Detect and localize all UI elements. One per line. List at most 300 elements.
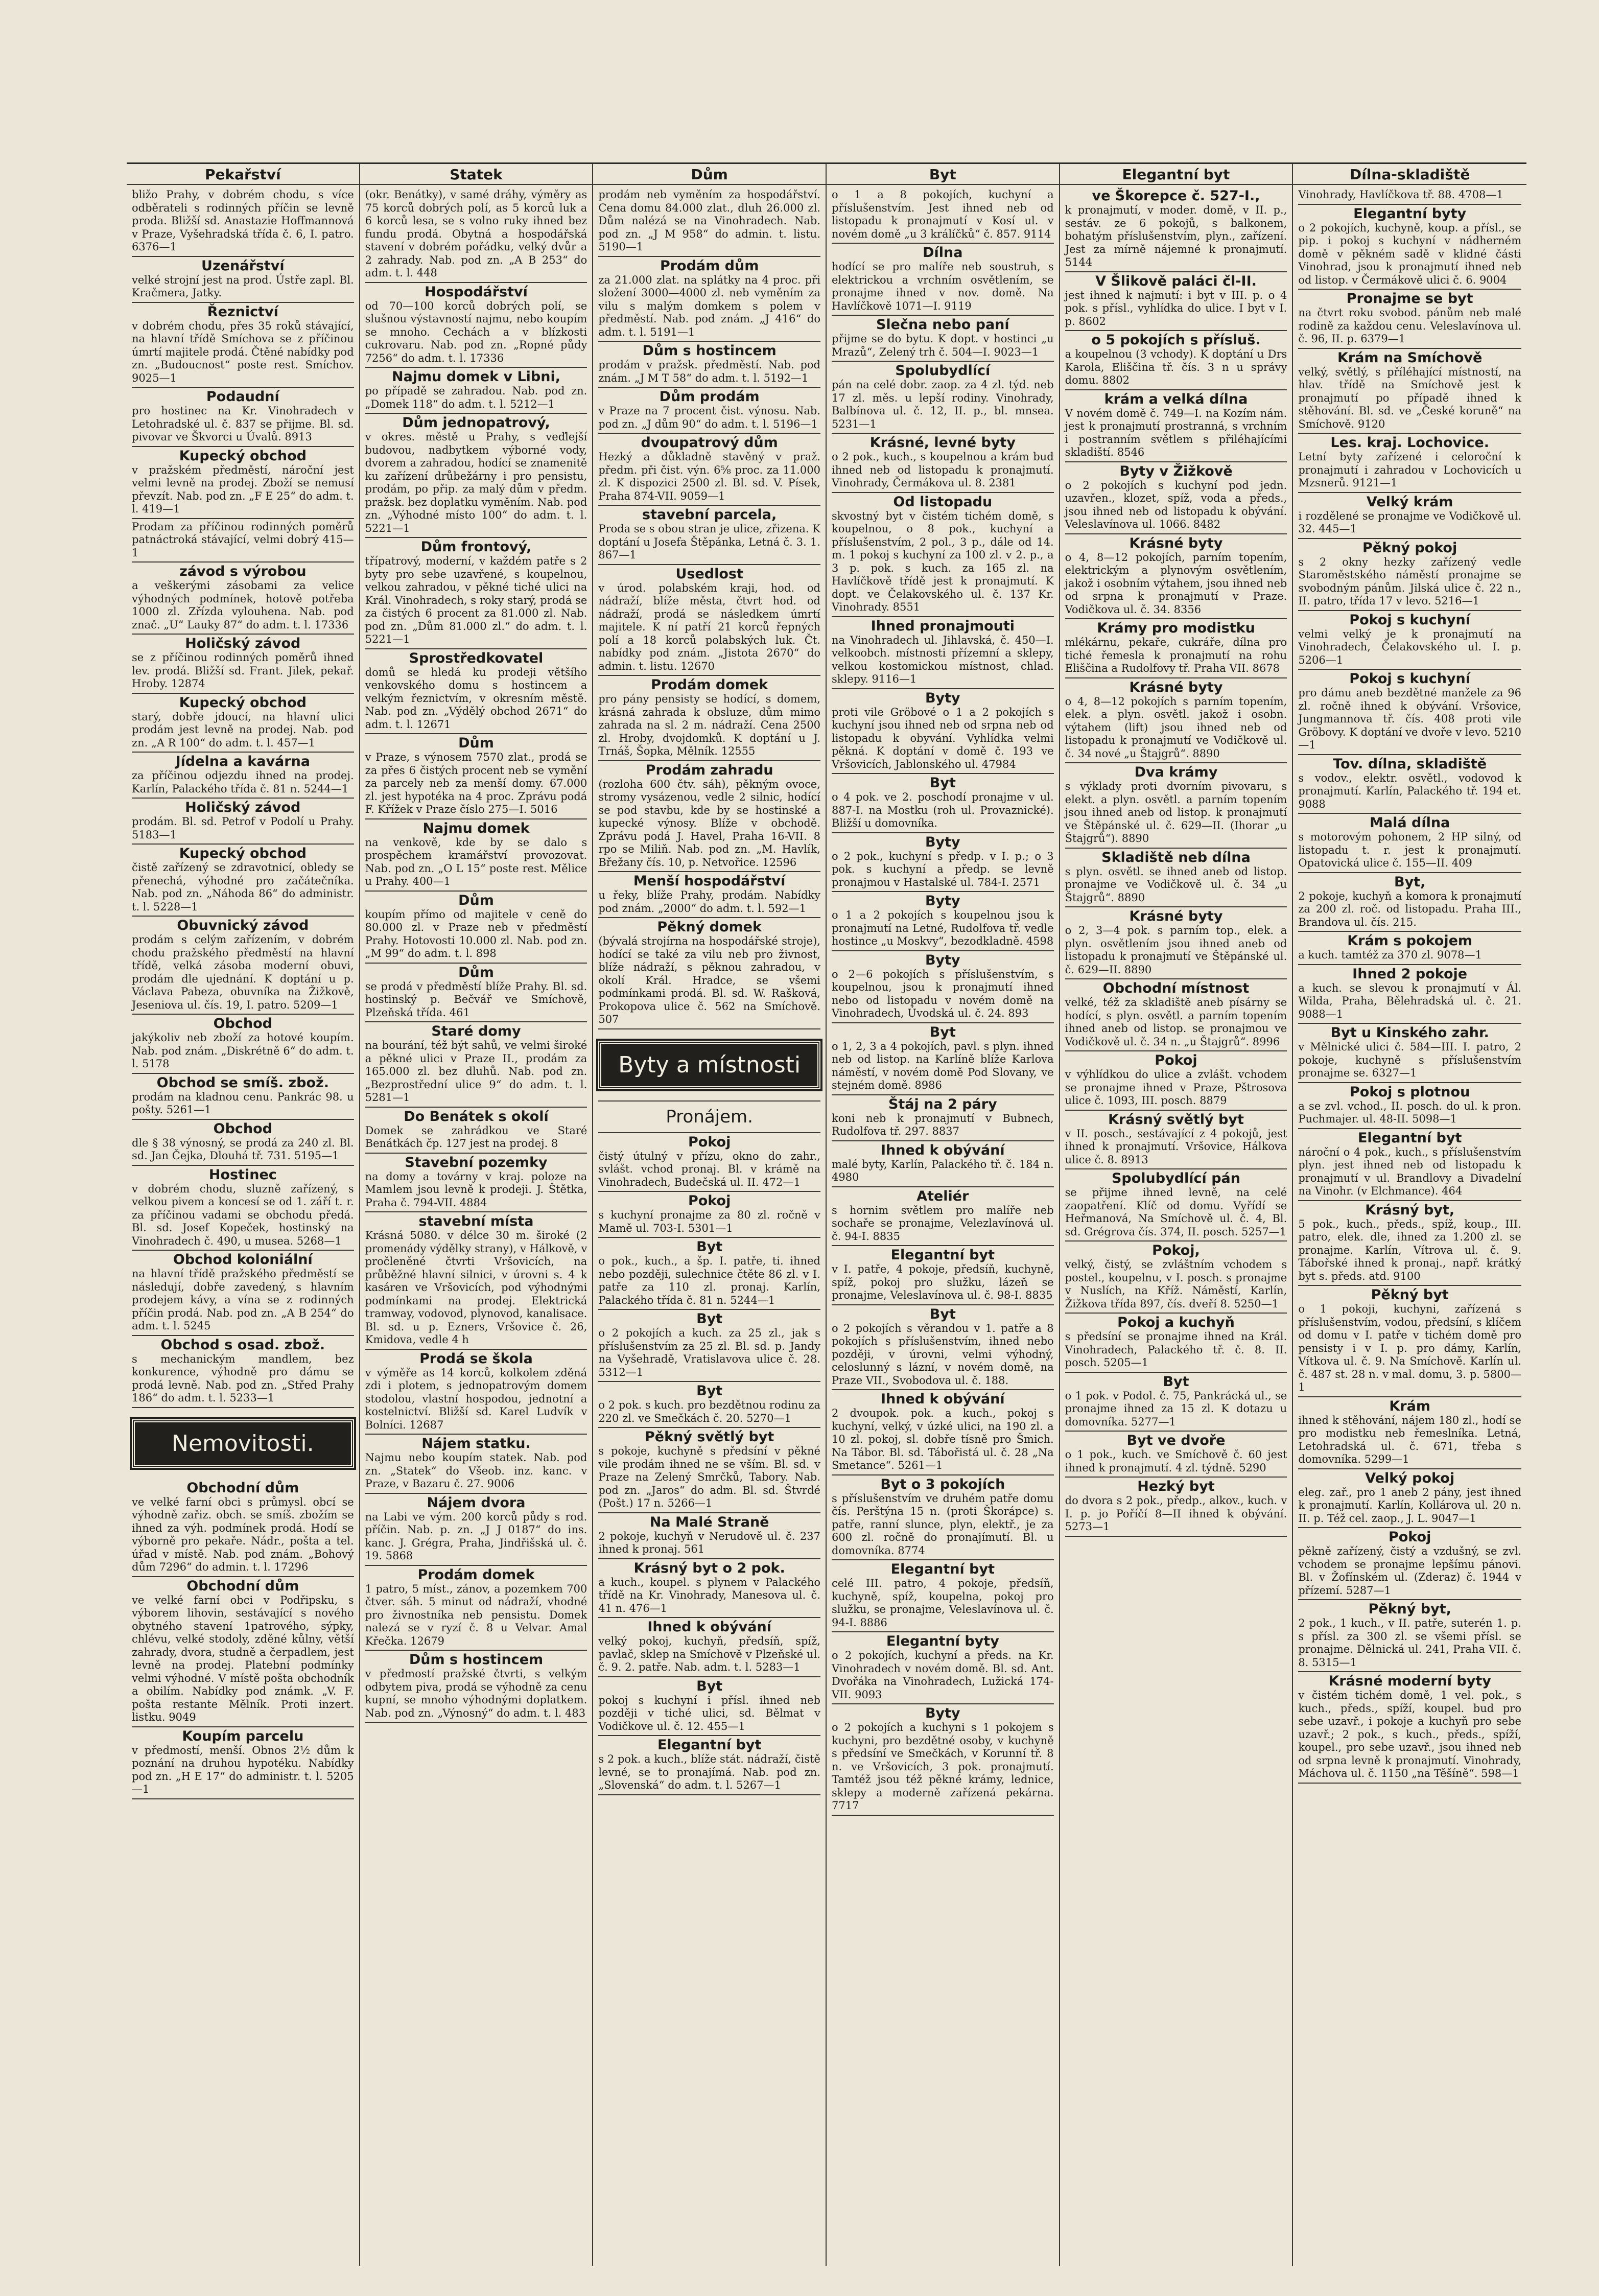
ad-text: o 2 pokojích s kuchyní pod jedn. uzavřen., klozet, spíž, voda a předs., jsou ihned neb od listopadu k obývání. Veleslavínova ul. 1066. 8482 [1065, 479, 1287, 530]
ad-heading: Uzenářství [201, 257, 285, 274]
ad-text: i rozdělené se pronajme ve Vodičkově ul. 32. 445—1 [1298, 509, 1521, 535]
ad-heading: Dům s hostincem [642, 343, 777, 359]
ad-text: o 2 pokojích, kuchyně, koup. a přísl., se pip. i pokoj s kuchyní v nádherném domě v pěkném sadě v klidné části Vinohrad, jsou k pronajmutí ihned neb od listop. v Čermákově ulici č. 6. 9004 [1298, 221, 1521, 286]
classified-ad [832, 1095, 1054, 1141]
ad-heading: Krásné, levné byty [869, 435, 1016, 451]
ad-text: prodám neb vyměním za hospodářství. Cena domu 84.000 zlat., dluh 26.000 zl. Dům nalézá se na Vinohradech. Nab. pod zn. „J M 958“ do admin. t. listu. 5190—1 [598, 189, 820, 253]
ad-text: o 2 pok., kuch., s koupelnou a krám bud ihned neb od listopadu k pronajmutí. Vinohrady, Čermákova ul. 8. 2381 [831, 451, 1054, 489]
ad-text: u řeky, blíže Prahy, prodám. Nabídky pod znám. „2000“ do adm. t. l. 592—1 [598, 889, 820, 915]
ad-text: s výklady proti dvorním pivovaru, s elekt. a plyn. osvětl. a parním topením jsou ihned aneb od listop. k pronajmutí ve Štěpánské ul. č. 629—II. (Ihorar „u Štajgrů“). 8890 [1065, 780, 1287, 845]
section-banner: Byty a místnosti [598, 1041, 820, 1089]
classified-ad [832, 1305, 1054, 1391]
ad-text: a se zvl. vchod., II. posch. do ul. k pron. Puchmajer. ul. 48-II. 5098—1 [1298, 1099, 1521, 1125]
ad-heading: Elegantní byt [1357, 1130, 1462, 1146]
ad-text: s příslušenstvím ve druhém patře domu čís. Perštýna 15 n. (proti Škorápce) s. patře, ranní slunce, plyn, elektř., je za 600 zl. ročně do pronajímutí. Bl. u domovníka. 8774 [831, 1492, 1054, 1557]
ad-text: o 2, 3—4 pok. s parním top., elek. a plyn. osvětlením jsou ihned aneb od listopadu k pronajmutí ve Štěpánské ul. č. 629—II. 8890 [1065, 924, 1287, 976]
classified-ad [132, 1166, 354, 1251]
classified-ad [832, 362, 1054, 434]
classified-ad [598, 1382, 820, 1428]
ad-text: a kuch., koupel. s plynem v Palackého třídě na Kr. Vinohrady, Manesova ul. č. 41 n. 476—1 [598, 1576, 820, 1614]
classified-ad [832, 833, 1054, 893]
classified-ad [365, 1566, 587, 1651]
classified-ad [832, 1141, 1054, 1187]
classified-ad [598, 434, 820, 506]
ad-text: hodící se pro malíře neb soustruh, s elektrickou a vrchním osvětlením, se pronajme ihned v nov. domě. Na Havlíčkově 1071—I. 9119 [831, 261, 1054, 312]
ad-text: celé III. patro, 4 pokoje, předsíň, kuchyně, spíž, koupelna, pokoj pro služku, se pronajme, Veleslavínova ul. č. 94-I. 8886 [831, 1577, 1054, 1629]
ad-text: o 2—6 pokojích s příslušenstvím, s koupelnou, jsou k pronajmutí ihned nebo od listopadu v novém domě na Vinohradech, Úvodská ul. č. 24. 893 [831, 968, 1054, 1019]
ad-heading: Krásný byt o 2 pok. [633, 1560, 785, 1576]
classified-ad [832, 689, 1054, 775]
classified-ad [832, 951, 1054, 1023]
ad-heading: dvoupatrový dům [641, 435, 778, 451]
classified-ad [365, 1212, 587, 1350]
ad-heading: Krám [1389, 1398, 1430, 1414]
classified-ad [598, 676, 820, 761]
ad-heading: Skladiště neb dílna [1101, 849, 1251, 865]
ad-text: po případě se zahradou. Nab. pod zn. „Domek 118“ do adm. t. l. 5212—1 [365, 385, 587, 410]
section-subheading: Pronájem. [598, 1100, 820, 1133]
ad-heading: Do Benátek s okolí [404, 1108, 549, 1124]
ad-text: koni neb k pronajmutí v Bubnech, Rudolfova tř. 297. 8837 [831, 1112, 1054, 1137]
ad-heading: Nájem dvora [427, 1494, 526, 1511]
ad-heading: Pokoj s plotnou [1350, 1084, 1470, 1100]
ad-text: prodám v pražsk. předměstí. Nab. pod znám. „J M T 58“ do adm. t. l. 5192—1 [598, 359, 820, 384]
classified-ad [365, 1651, 587, 1723]
column-heading: Byt [827, 166, 1059, 185]
ad-text: pro dámu aneb bezdětné manžele za 96 zl. ročně ihned k obývání. Vršovice, Jungmannova tř. čís. 408 proti vile Gröbovy. K doptání ve dvoře v levo. 5210—1 [1298, 687, 1521, 751]
ad-text: eleg. zař., pro 1 aneb 2 pány, jest ihned k pronajmutí. Karlín, Kollárova ul. 20 n. II. p. Též cel. zaop., J. L. 9047—1 [1298, 1486, 1521, 1525]
classified-ad [1298, 434, 1521, 493]
ad-text: koupím přímo od majitele v ceně do 80.000 zl. v Praze neb v předměstí Prahy. Hotovosti 10.000 zl. Nab. pod zn. „M 99“ do adm. t. l. 898 [365, 908, 587, 959]
ad-heading: Krásné byty [1129, 535, 1223, 551]
classified-ad [1298, 1083, 1521, 1129]
ad-heading: Obchod koloniální [173, 1252, 313, 1268]
ad-heading: Krásný byt, [1365, 1202, 1455, 1218]
ad-text: pán na celé dobr. zaop. za 4 zl. týd. neb 17 zl. měs. u lepší rodiny. Vinohrady, Balbínova ul. č. 12, II. p., bl. mnsea. 5231—1 [831, 379, 1054, 430]
classified-ad [832, 1704, 1054, 1816]
column-6 [1293, 164, 1526, 2266]
ad-text: mlékárnu, pekaře, cukráře, dílna pro tiché řemesla k pronajmutí na rohu Eliščina a Rudolfovy tř. Praha VII. 8678 [1065, 636, 1287, 674]
ad-heading: Pokoj [1388, 1529, 1431, 1545]
ad-text: v úrod. polabském kraji, hod. od nádraží, blíže města, čtvrt hod. od nádraží, prodá se následkem úmrtí majitele. K ní patří 21 korců řepných polí a 18 korců polabských luk. Čt. nabídky pod znám. „Jistota 2670“ do admin. t. listu. 12670 [598, 581, 820, 672]
ad-heading: Dům [458, 735, 494, 751]
classified-ad [598, 1428, 820, 1513]
ad-heading: Pokoj [688, 1134, 731, 1150]
classified-ad [132, 257, 354, 303]
ad-text: 2 dvoupok. pok. a kuch., pokoj s kuchyní, velký, v úzké ulici, na 190 zl. a 10 zl. pokoj, sl. dobře tísně pro Šmich. Na Tábor. Bl. sd. Tábořistá ul. č. 28 „Na Smetance“. 5261—1 [831, 1407, 1054, 1471]
ad-heading: Spolubydlící pán [1111, 1170, 1240, 1186]
classified-ad [1065, 1478, 1287, 1537]
classified-ad [1298, 493, 1521, 539]
classified-ad [832, 1632, 1054, 1704]
ad-text: v předmostí pražské čtvrti, s velkým odbytem piva, prodá se výhodně za cenu kupní, se mnoho výhodnými doplatkem. Nab. pod zn. „Výnosný“ do adm. t. l. 483 [365, 1668, 587, 1719]
classified-ad [365, 649, 587, 735]
classified-ad [1065, 907, 1287, 979]
ad-heading: stavební parcela, [642, 507, 777, 523]
classified-ad [1065, 1373, 1287, 1432]
column-3 [593, 164, 827, 2266]
ad-text: se přijme ihned levně, na celé zaopatření. Klíč od domu. Vyřídí se Heřmanová, Na Smíchově ul. č. 4, Bl. sd. Grégrova čís. 374, II. posch. 5257—1 [1065, 1186, 1287, 1238]
ad-heading: Ihned 2 pokoje [1352, 966, 1468, 982]
ad-heading: Kupecký obchod [179, 694, 307, 711]
ad-text: v dobrém chodu, sluzně zařízený, s velkou pivem a koncesí se od 1. září t. r. za příčinou vadami se obchodu předá. Bl. sd. Josef Kopeček, hostinský na Vinohradech č. 490, u musea. 5268—1 [132, 1182, 354, 1247]
classified-ad [132, 447, 354, 519]
ad-text: na domy a továrny v kraj. poloze na Mamlem jsou levně k prodeji. J. Štětka, Praha č. 794-VII. 4884 [365, 1170, 587, 1209]
ad-text: o 1 pok., kuch. ve Smíchově č. 60 jest ihned k pronajmutí. 4 zl. týdně. 5290 [1065, 1448, 1287, 1474]
ad-text: (bývalá strojírna na hospodářské stroje), hodící se také za vilu neb pro živnost, blíže nádraží, s pěknou zahradou, v okolí Král. Hradce, se všemi podmínkami prodá. Bl. sd. W. Rašková, Prokopova ulice č. 562 na Smíchově. 507 [598, 935, 820, 1025]
ad-heading: Řeznictví [207, 303, 278, 320]
ad-text: s předsíní se pronajme ihned na Král. Vinohradech, Palackého tř. č. 8. II. posch. 5205—1 [1065, 1330, 1287, 1369]
ad-heading: Byt [929, 775, 956, 791]
ad-text: o 1 a 8 pokojích, kuchyní a příslušenstvím. Jest ihned neb od listopadu k pronajmutí v Kosí ul. v novém domě „u 3 králíčků“ č. 857. 9114 [831, 189, 1054, 240]
classified-ad [832, 187, 1054, 244]
classified-ad [832, 244, 1054, 316]
classified-ad [132, 1336, 354, 1408]
ad-text: Hezký a důkladně stavěný v praž. předm. při čist. výn. 6⅝ proc. za 11.000 zl. K dispozici 2500 zl. Bl. sd. V. Písek, Praha 874-VII. 9059—1 [598, 451, 820, 502]
ad-text: 1 patro, 5 míst., zánov, a pozemkem 700 čtver. sáh. 5 minut od nádraží, vhodné pro živnostníka neb pensistu. Domek nalezá se v ryzí č. 8 u Velvar. Amal Křečka. 12679 [365, 1582, 587, 1647]
classified-ad [832, 434, 1054, 493]
classified-ad [832, 316, 1054, 362]
ad-text: a veškerými zásobami za velice výhodných podmínek, hotově potřeba 1000 zl. Zřízda vylouhena. Nab. pod znač. „U“ Lauky 87“ do adm. t. l. 17336 [132, 579, 354, 631]
classified-ad [1298, 349, 1521, 434]
ad-text: v čistém tichém domě, 1 vel. pok., s kuch., předs., spíží, koupel. bud pro sebe uzavř., i pokoje a kuchyň pro sebe uzavř.; 2 pok., s kuch., předs., spíží, koupel., pro sebe uzavř., jsou ihned neb od srpna levně k pronajmutí. Vinohrady, Máchova ul. č. 1150 „na Těšíně“. 598—1 [1298, 1689, 1521, 1779]
classified-ad [598, 388, 820, 434]
classified-ad [1065, 763, 1287, 849]
ad-text: o 2 pok. s kuch. pro bezdětnou rodinu za 220 zl. ve Smečkách č. 20. 5270—1 [598, 1399, 820, 1424]
ad-text: velké, též za skladiště aneb písárny se hodící, s plyn. osvětl. a parním topením ihned aneb od listop. se pronajmou ve Vodičkově ul. č. 34 n. „u Štajgrů“. 8996 [1065, 996, 1287, 1048]
classified-ad [132, 563, 354, 635]
ad-heading: Velký pokoj [1365, 1470, 1455, 1486]
classified-ad [1065, 1111, 1287, 1170]
classified-ad [1298, 932, 1521, 965]
classified-ad [365, 1350, 587, 1435]
classified-ad [365, 892, 587, 964]
ad-heading: Obchodní dům [186, 1578, 299, 1594]
ad-text: na venkově, kde by se dalo s prospěchem kramářství provozovat. Nab. pod zn. „O L 15“ poste rest. Mělice u Prahy. 400—1 [365, 836, 587, 887]
ad-text: na čtvrt roku svobod. pánům neb malé rodině za každou cenu. Veleslavínova ul. č. 96, II. p. 6379—1 [1298, 307, 1521, 345]
ad-heading: Pěkný pokoj [1362, 540, 1457, 556]
ad-heading: Od listopadu [893, 494, 993, 510]
classified-ad [1298, 611, 1521, 670]
classified-ad [365, 187, 587, 283]
ad-heading: Holičský závod [185, 800, 301, 815]
ad-heading: Prodá se škola [419, 1350, 533, 1367]
ad-heading: Byt [696, 1239, 723, 1255]
ad-text: za příčinou odjezdu ihned na prodej. Karlín, Palackého třída č. 81 n. 5244—1 [132, 769, 354, 795]
classified-ad [132, 694, 354, 753]
column-1 [127, 164, 360, 2266]
ad-heading: Menší hospodářství [633, 873, 786, 889]
classified-ad [1298, 1528, 1521, 1600]
classified-ad [832, 774, 1054, 833]
classified-ad [365, 1108, 587, 1154]
ad-heading: Pokoj [1155, 1052, 1197, 1068]
classified-ad [1065, 1051, 1287, 1111]
ad-text: 2 pokoje, kuchyň a komora k pronajmutí za 200 zl. roč. od listopadu. Praha III., Brandova ul. čís. 215. [1298, 889, 1521, 928]
ad-heading: závod s výrobou [179, 564, 307, 579]
ad-text: nároční o 4 pok., kuch., s příslušenstvím plyn. jest ihned neb od listopadu k pronajmutí v ul. Brandlovy a Divadelní na Vinohr. (v Elchmance). 464 [1298, 1145, 1521, 1197]
ad-heading: Ihned k obývání [880, 1142, 1005, 1158]
ad-heading: Pokoj [688, 1193, 731, 1209]
ad-text: prodám s celým zařízením, v dobrém chodu pražského předměstí na hlavní třídě, velká zásoba moderní obuvi, prodám dle ujednání. K doptání u p. Václava Pabeza, obuvníka na Žižkově, Jeseniova ul. čís. 19, I. patro. 5209—1 [132, 933, 354, 1011]
ad-text: s mechanickým mandlem, bez konkurence, výhodně pro dámu se prodá levně. Nab. pod zn. „Střed Prahy 186“ do adm. t. l. 5233—1 [132, 1352, 354, 1404]
classified-ad [132, 1577, 354, 1727]
ad-text: o 4, 8—12 pokojích s parním topením, elek. a plyn. osvětl. jakož i osobn. výtahem (lift) jsou ihned neb od listopadu k pronajmutí ve Vodičkově ul. č. 34 nové „u Štajgrů“. 8890 [1065, 695, 1287, 760]
classified-ad [1298, 205, 1521, 290]
ad-text: za 21.000 zlat. na splátky na 4 proc. při složení 3000—4000 zl. neb vyměním za vilu s malým domkem s polem v předměstí. Nab. pod znám. „J 416“ do adm. t. l. 5191—1 [598, 273, 820, 338]
classified-ad [1065, 272, 1287, 332]
ad-heading: Krásné byty [1129, 908, 1223, 924]
classified-ad [832, 892, 1054, 951]
classified-ad [365, 819, 587, 892]
ad-heading: Dům frontový, [420, 539, 532, 555]
ad-heading: Les. kraj. Lochovice. [1330, 435, 1489, 451]
ad-heading: Byt ve dvoře [1126, 1433, 1226, 1448]
ad-text: Letní byty zařízené i celoroční k pronajmutí i zahradou v Lochovicích u Mzsnerů. 9121—1 [1298, 451, 1521, 489]
ad-heading: Sprostředkovatel [409, 650, 544, 666]
classified-ad [598, 1618, 820, 1677]
classified-ad [1298, 670, 1521, 755]
ad-heading: Pěkný byt, [1368, 1601, 1451, 1617]
ad-text: s 2 okny hezky zařízený vedle Staroměstského náměstí pronajme se svobodným pánům. Jilská ulice č. 22 n., II. patro, třída 17 v levo. 5216—1 [1298, 555, 1521, 607]
section-banner: Nemovitosti. [132, 1419, 354, 1468]
ad-text: Vinohrady, Havlíčkova tř. 88. 4708—1 [1298, 189, 1503, 201]
ad-heading: Byt u Kinského zahr. [1330, 1025, 1489, 1041]
ad-text: s vodov., elektr. osvětl., vodovod k pronajmutí. Karlín, Palackého tř. 194 et. 9088 [1298, 771, 1521, 810]
ad-text: o 2 pok., kuchyní s předp. v I. p.; o 3 pok. s kuchyní a předp. se levně pronajmou v Hastalské ul. 784-I. 2571 [831, 850, 1054, 888]
ad-heading: V Šlikově paláci čl-II. [1095, 273, 1257, 289]
classified-ad [1298, 965, 1521, 1024]
column-heading: Dílna-skladiště [1293, 166, 1526, 185]
ad-text: bližo Prahy, v dobrém chodu, s více odběrateli s rodinných příčin se levně proda. Bližší sd. Anastazie Hoffmannová v Praze, Vyšehradská třída č. 6, I. patro. 6376—1 [132, 189, 354, 253]
ad-heading: Malá dílna [1370, 815, 1450, 831]
ad-text: V novém domě č. 749—I. na Kozím nám. jest k pronajmutí prostranná, s vrchním i postranním světlem s přiléhajícími skladiští. 8546 [1065, 407, 1287, 458]
ad-text: ihned k stěhování, nájem 180 zl., hodí se pro modistku neb řemeslníka. Letná, Letohradská ul. č. 671, třeba s domovníka. 5299—1 [1298, 1414, 1521, 1465]
ad-text: 2 pokoje, kuchyň v Nerudově ul. č. 237 ihned k pronaj. 561 [598, 1530, 820, 1555]
ad-heading: Ateliér [916, 1188, 969, 1204]
ad-heading: Obchod se smíš. zbož. [156, 1074, 329, 1091]
ad-heading: Byt [929, 1306, 956, 1322]
ad-heading: Kupecký obchod [179, 846, 307, 861]
ad-text: a koupelnou (3 vchody). K doptání u Drs Karola, Eliščina tř. čís. 3 n u správy domu. 8802 [1065, 348, 1287, 386]
ad-text: na bourání, též být sahů, ve velmi široké a pěkné ulici v Praze II., prodám za 165.000 zl. bez dluhů. Nab. pod zn. „Bezprostřední ulice 9“ do adm. t. l. 5281—1 [365, 1039, 587, 1104]
ad-text: (rozloha 600 čtv. sáh), pěkným ovoce, stromy vysázenou, vedle 2 silnic, hodící se pod stavbu, kde by se hostinské a kupecké výnosy. Blíže v obchodě. Zprávu podá J. Havel, Praha 16-VII. 8 rpo se Miliň. Nab. pod zn. „M. Havlík, Břežany čís. 10, p. Netvořice. 12596 [598, 778, 820, 869]
classified-ad [832, 1187, 1054, 1247]
ad-text: Najmu nebo koupím statek. Nab. pod zn. „Statek“ do Všeob. inz. kanc. v Praze, v Bazaru č. 27. 9006 [365, 1451, 587, 1490]
ad-text: jest ihned k najmutí: i byt v III. p. o 4 pok. s přísl., vyhlídka do ulice. I byt v I. p. 8602 [1065, 289, 1287, 327]
ad-heading: Hezký byt [1137, 1479, 1215, 1494]
classified-ad [832, 493, 1054, 617]
classified-ad [832, 1246, 1054, 1305]
ad-heading: Prodám domek [417, 1566, 535, 1583]
ad-text: v výhlídkou do ulice a zvlášt. vchodem se pronajme ihned v Praze, Pštrosova ulice č. 1093, III. posch. 8879 [1065, 1068, 1287, 1107]
column-heading: Elegantní byt [1060, 166, 1292, 185]
ad-heading: Pěkný domek [657, 919, 762, 935]
ad-text: skvostný byt v čistém tichém domě, s koupelnou, o 8 pok., kuchyní a příslušenstvím, 2 pol., 3 p., dále od 14. m. 1 pokoj s kuchyní za 100 zl. v 2. p., a 3 p. pok. s kuch. za 165 zl. na Havlíčkově třídě jest k pronajmutí. K dopt. ve Čelakovského ul. č. 137 Kr. Vinohrady. 8551 [831, 509, 1054, 613]
ad-text: velký, čistý, se zvláštním vchodem s postel., koupelnu, v I. posch. s pronajme v Nuslích, na Kříž. Náměstí, Karlín, Žižkova třída 897, čís. dveří 8. 5250—1 [1065, 1258, 1287, 1310]
ad-heading: Krámy pro modistku [1097, 620, 1255, 636]
ad-text: pro pány pensisty se hodící, s domem, krásná zahrada k obsluze, dům mimo zahrada na sl. 2 m. nádraží. Cena 2500 zl. Hroby, dvojdomků. K doptání u J. Trnáš, Šopka, Mělník. 12555 [598, 693, 820, 757]
ad-heading: Ihned k obývání [647, 1619, 771, 1635]
ad-text: malé byty, Karlín, Palackého tř. č. 184 n. 4980 [831, 1158, 1054, 1183]
classified-ad [1298, 1201, 1521, 1286]
ad-heading: Byt [696, 1678, 723, 1694]
ad-heading: Pokoj s kuchyní [1349, 671, 1471, 687]
ad-heading: Byt [929, 1024, 956, 1040]
ad-heading: Byt o 3 pokojích [880, 1476, 1005, 1492]
ad-heading: Prodám zahradu [645, 762, 773, 778]
classified-ad [132, 753, 354, 799]
ad-text: velké strojní jest na prod. Ústře zapl. Bl. Kračmera, Jatky. [132, 273, 354, 299]
ad-heading: Najmu domek v Libni, [391, 369, 560, 385]
classified-ad [365, 734, 587, 819]
classified-ad [1298, 1397, 1521, 1469]
classified-ad [1065, 1169, 1287, 1241]
ad-text: čistě zařízený se zdravotnicí, obledy se přenechá, výhodné pro začátečníka. Nab. pod zn. „Náhoda 86“ do administr. t. l. 5228—1 [132, 861, 354, 913]
ad-heading: Najmu domek [422, 820, 530, 836]
classified-ad [1065, 1241, 1287, 1314]
classified-ad [598, 1677, 820, 1737]
classified-ad [1065, 678, 1287, 764]
classified-ad [1065, 390, 1287, 462]
ad-heading: Pronajme se byt [1346, 291, 1473, 307]
ad-text: Domek se zahrádkou ve Staré Benátkách čp. 127 jest na prodej. 8 [365, 1124, 587, 1150]
ad-text: k pronajmutí, v moder. domě, v II. p., sestáv. ze 6 pokojů, s balkonem, bohatým příslušenstvím, plyn., zařízení. Jest za mírně nájemné k pronajmutí. 5144 [1065, 204, 1287, 268]
ad-text: v okres. městě u Prahy, s veďlejší budovou, nadbytkem výborné vody, dvorem a zahradou, hodící se znamenitě ku zařízení drůbežárny i pro pensistu, prodám, po přip. za malý dům v předm. pražsk. bez doplatku vyměním. Nab. pod zn. „Výhodné místo 100“ do adm. t. l. 5221—1 [365, 431, 587, 534]
classified-ad [365, 964, 587, 1023]
ad-heading: Ihned k obývání [880, 1391, 1005, 1407]
ad-text: v Mělnické ulici č. 584—III. I. patro, 2 pokoje, kuchyně s příslušenstvím pronajme se. 6327—1 [1298, 1041, 1521, 1079]
classified-ad [1298, 1469, 1521, 1529]
classified-ad [132, 303, 354, 388]
ad-heading: Na Malé Straně [649, 1514, 769, 1530]
classified-ad [832, 1475, 1054, 1561]
ad-text: prodám. Bl. sd. Petrof v Podolí u Prahy. 5183—1 [132, 815, 354, 841]
classified-ad [1298, 814, 1521, 873]
ad-text: o 1 a 2 pokojích s koupelnou jsou k pronajmutí na Letné, Rudolfova tř. vedle hostince „u Moskvy“, bezodkladně. 4598 [831, 909, 1054, 947]
classified-ad [598, 918, 820, 1029]
ad-heading: Pokoj s kuchyní [1349, 612, 1471, 628]
ad-text: o 2 pokojích s věrandou v 1. patře a 8 pokojích s příslušenstvím, ihned nebo později, v úrovni, velmi výhodný, celoslunný s lázní, v novém domě, na Praze VII., Svobodova ul. č. 188. [831, 1322, 1054, 1387]
ad-heading: Byty [925, 834, 960, 850]
ad-heading: krám a velká dílna [1104, 391, 1248, 407]
classified-ad [832, 617, 1054, 689]
ad-text: 2 pok., 1 kuch., v II. patře, suterén 1. p. s přísl. za 300 zl. se všemi přísl. se pronajme. Dělnická ul. 241, Praha VII. č. 8. 5315—1 [1298, 1617, 1521, 1669]
ad-text: domů se hledá ku prodeji většího venkovského domu s hostincem a velkým řeznictvím, v okresním městě. Nab. pod zn. „Výdělý obchod 2671“ do adm. t. l. 12671 [365, 666, 587, 731]
ad-text: jakýkoliv neb zboží za hotové koupím. Nab. pod znám. „Diskrétně 6“ do adm. t. l. 5178 [132, 1032, 354, 1070]
ad-heading: Byt [696, 1311, 723, 1327]
ad-heading: Krásné moderní byty [1328, 1673, 1491, 1689]
ad-text: Krásná 5080. v délce 30 m. široké (2 promenády výdělky strany), v Hálkově, v pročleněné čtvrti Vršovicích, na průběžné hlavní silnici, v úrovni s. 4 k kasáren ve Vršovicích, pod výhodnými podmínkami na prodej. Elektrická tramway, vodovod, plynovod, kanalisace. Bl. sd. u p. Ezners, Vršovice č. 26, Kmidova, vedle 4 h [365, 1229, 587, 1346]
classified-ad [365, 538, 587, 649]
ad-heading: Elegantní byty [1353, 205, 1467, 222]
ad-text: o 2 pokojích, kuchyní a předs. na Kr. Vinohradech v novém domě. Bl. sd. Ant. Dvořáka na Vinohradech, Lužická 174-VII. 9093 [831, 1649, 1054, 1701]
ad-heading: Slečna nebo paní [876, 317, 1009, 333]
column-4 [827, 164, 1060, 2266]
column-2 [360, 164, 594, 2266]
ad-text: s plyn. osvětl. se ihned aneb od listop. pronajme ve Vodičkově ul. č. 34 „u Štajgrů“. 8890 [1065, 865, 1287, 904]
classified-ad [132, 845, 354, 917]
ad-heading: Elegantní byt [890, 1247, 995, 1263]
ad-text: v Praze, s výnosem 7570 zlat., prodá se za přes 6 čistých procent neb se vymění za parcely neb za menší domy. 67.000 zl. jest hypotéka na 4 proc. Zprávu podá F. Křížek v Praze číslo 275—I. 5016 [365, 751, 587, 815]
ad-heading: Obchodní místnost [1102, 980, 1250, 996]
ad-text: velmi velký je k pronajmutí na Vinohradech, Čelakovského ul. I. p. 5206—1 [1298, 627, 1521, 666]
ad-text: ve velké farní obci s průmysl. obcí se výhodně zařiz. obch. se smíš. zbožím se ihned za výh. podmínek prodá. Hodí se výborně pro pekaře. Nádr., pošta a tel. úřad v místě. Nab. pod znám. „Bohový dům 7296“ do admin. t. l. 17296 [132, 1495, 354, 1573]
classified-ad [132, 1727, 354, 1799]
ad-heading: Stavební pozemky [405, 1154, 548, 1170]
ad-heading: Krám s pokojem [1347, 933, 1473, 949]
classified-ad [832, 1023, 1054, 1095]
ad-heading: Nájem statku. [421, 1436, 531, 1451]
classified-ad [132, 187, 354, 257]
ad-text: třípatrový, moderní, v každém patře s 2 byty pro sebe uzavřené, s koupelnou, velkou zahradou, v pěkné tiché ulici na Král. Vinohradech, s roky starý, prodá se za čistých 6 procent za 81.000 zl. Nab. pod zn. „Dům 81.000 zl.“ do adm. t. l. 5221—1 [365, 555, 587, 645]
ad-heading: Krásný světlý byt [1108, 1111, 1244, 1128]
ad-heading: Podaudní [206, 389, 279, 405]
ad-text: s hornim světlem pro malíře neb sochaře se pronajme, Velezlavínová ul. č. 94-I. 8835 [831, 1204, 1054, 1243]
ad-text: v Praze na 7 procent čist. výnosu. Nab. pod zn. „J dům 90“ do adm. t. l. 5196—1 [598, 405, 820, 430]
ad-text: přijme se do bytu. K dopt. v hostinci „u Mrazů“, Zelený trh č. 504—I. 9023—1 [831, 333, 1054, 358]
ad-text: v II. posch., sestávající z 4 pokojů, jest ihned k pronajmutí. Vršovice, Hálkova ulice č. 8. 8913 [1065, 1127, 1287, 1166]
classified-ad [1298, 290, 1521, 349]
classified-ad [1065, 849, 1287, 908]
column-heading: Pekařství [127, 166, 359, 185]
classified-ad [1298, 1600, 1521, 1672]
classified-ad [365, 368, 587, 414]
ad-text: na hlavní třídě pražského předměstí se následují, dobře zavedený, s hlavním prodejem kávy, a vína se z rodinných příčin prodá. Nab. pod zn. „A B 254“ do adm. t. l. 5245 [132, 1268, 354, 1332]
ad-heading: Jídelna a kavárna [175, 754, 311, 769]
ad-heading: Dílna [923, 245, 963, 261]
classified-ad [598, 565, 820, 676]
classified-ad [1065, 1432, 1287, 1478]
ad-heading: Hospodářství [425, 284, 528, 300]
ad-heading: Byty [925, 893, 960, 909]
ad-heading: Kupecký obchod [179, 448, 307, 464]
classified-ad [365, 1494, 587, 1566]
ad-heading: ve Škorepce č. 527-I., [1092, 188, 1260, 204]
ad-text: o 4 pok. ve 2. poschodí pronajme v ul. 887-I. na Mostku (roh ul. Provaznické). Bližší u domovníka. [831, 791, 1054, 829]
classified-ad [598, 1238, 820, 1310]
classified-ad [1065, 979, 1287, 1051]
ad-heading: Byty [925, 952, 960, 968]
classified-ad [1298, 539, 1521, 611]
classified-ad [598, 761, 820, 873]
ad-text: proti vile Gröbové o 1 a 2 pokojích s kuchyní jsou ihned neb od srpna neb od listopadu k obyvání. Vyhlídka velmi pěkná. K doptání v domě č. 193 ve Vršovicích, Jablonského ul. 47984 [831, 706, 1054, 770]
ad-text: velký, světlý, s příléhající místností, na hlav. třídě na Smíchově jest k pronajmutí po případě ihned k stěhování. Bl. sd. ve „České koruně“ na Smíchově. 9120 [1298, 365, 1521, 430]
classified-ad [598, 1736, 820, 1795]
classified-ad [132, 917, 354, 1015]
ad-heading: Obchod s osad. zbož. [160, 1337, 325, 1353]
classified-ad [598, 187, 820, 257]
classified-ad [598, 257, 820, 342]
ad-text: o 4, 8—12 pokojích, parním topením, elektrickým a plynovým osvětlením, jakož i osobním výtahem, jsou ihned neb od srpna k pronajmutí v Praze. Vodičkova ul. č. 34. 8356 [1065, 551, 1287, 616]
column-5 [1060, 164, 1294, 2266]
ad-heading: Dům jednopatrový, [402, 415, 550, 431]
classified-ad [598, 1513, 820, 1559]
ad-heading: Elegantní byt [890, 1561, 995, 1577]
ad-heading: stavební místa [418, 1213, 534, 1229]
column-heading: Statek [360, 166, 593, 185]
ad-text: a kuch. tamtéž za 370 zl. 9078—1 [1298, 949, 1482, 961]
ad-text: o 1 pok. v Podol. č. 75, Pankrácká ul., se pronajme ihned za 15 zl. K dotazu u domovníka. 5277—1 [1065, 1389, 1287, 1428]
classified-ad [1298, 1286, 1521, 1397]
classified-ad [598, 1133, 820, 1192]
ad-heading: Obchodní dům [186, 1480, 299, 1496]
ad-heading: Pěkný byt [1371, 1287, 1449, 1303]
classified-ad [598, 872, 820, 918]
classified-ad [365, 1154, 587, 1213]
ad-text: dle § 38 výnosný, se prodá za 240 zl. Bl. sd. Jan Čejka, Dlouhá tř. 731. 5195—1 [132, 1136, 354, 1162]
ad-heading: Prodám dům [660, 257, 759, 274]
